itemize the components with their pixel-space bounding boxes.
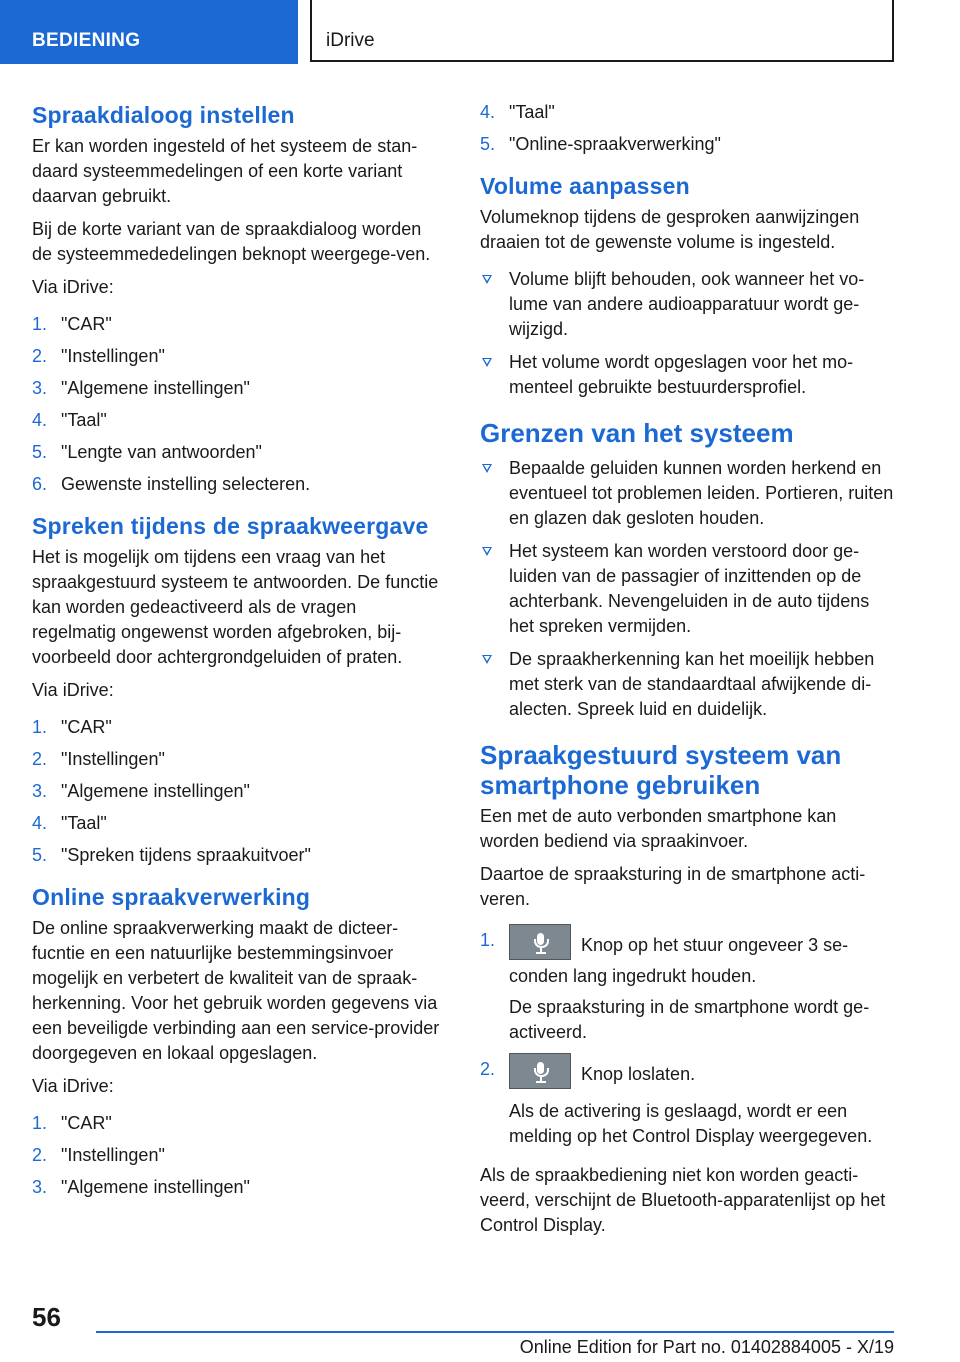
section-title: Grenzen van het systeem — [480, 418, 794, 448]
list-item — [32, 472, 442, 497]
header-chapter-label: iDrive — [326, 30, 375, 51]
list-item — [480, 539, 898, 639]
bullet-list — [480, 456, 898, 722]
list-item — [480, 928, 898, 1045]
step-number: 1. — [32, 314, 48, 334]
triangle-bullet-icon — [482, 275, 492, 284]
list-item — [32, 1111, 442, 1136]
triangle-bullet-icon — [482, 547, 492, 556]
step-number: 1. — [480, 930, 496, 950]
bullet-text: Het systeem kan worden verstoord door ge-luiden van de passagier of inzittenden op de achterbank. Nevengeluiden in de auto tijdens het spreken vermijden. — [509, 541, 870, 636]
step-subtext: Als de activering is geslaagd, wordt er een melding op het Control Display weergegeven. — [509, 1101, 873, 1146]
paragraph: Een met de auto verbonden smartphone kan worden bediend via spraakinvoer. — [480, 806, 837, 851]
step-list — [32, 1111, 442, 1200]
list-item — [32, 312, 442, 337]
header-chapter-box — [310, 0, 894, 62]
list-item — [480, 267, 898, 342]
list-item — [32, 811, 442, 836]
paragraph: Bij de korte variant van de spraakdialoog worden de systeemmededelingen beknopt weergege-ven. — [32, 219, 431, 264]
step-list — [480, 100, 898, 157]
section-title: Volume aanpassen — [480, 173, 690, 199]
paragraph: De online spraakverwerking maakt de dicteer-fucntie en een natuurlijke bestemmingsinvoer mogelijk en verbetert de kwaliteit van de spraak-herkenning. Voor het gebruik worden gegevens via een beveiligde verbinding aan een service-provider doorgegeven en lokaal opgeslagen. — [32, 918, 440, 1063]
step-text: "CAR" — [61, 717, 112, 737]
bullet-text: Bepaalde geluiden kunnen worden herkend en eventueel tot problemen leiden. Portieren, ruiten en glazen dak gesloten houden. — [509, 458, 894, 528]
paragraph: Er kan worden ingesteld of het systeem de stan-daard systeemmedelingen of een korte variant daarvan gebruikt. — [32, 136, 418, 206]
list-item — [32, 376, 442, 401]
list-item — [480, 132, 898, 157]
list-item — [32, 747, 442, 772]
step-text: "Lengte van antwoorden" — [61, 442, 262, 462]
list-item — [32, 408, 442, 433]
header-section-tab — [0, 0, 298, 64]
list-item — [480, 1057, 898, 1149]
step-text: "Algemene instellingen" — [61, 781, 250, 801]
paragraph: Het is mogelijk om tijdens een vraag van het spraakgestuurd systeem te antwoorden. De functie kan worden gedeactiveerd als de vragen regelmatig ongewenst worden afgebroken, bij-voorbeeld door achtergrondgeluiden of praten. — [32, 547, 439, 667]
paragraph: Daartoe de spraaksturing in de smartphone acti-veren. — [480, 864, 866, 909]
step-list — [32, 715, 442, 868]
paragraph: Als de spraakbediening niet kon worden geacti-veerd, verschijnt de Bluetooth-apparatenlijst op het Control Display. — [480, 1165, 886, 1235]
voice-button-image — [509, 924, 571, 960]
step-text: "Instellingen" — [61, 346, 165, 366]
list-item — [480, 100, 898, 125]
step-text: "Taal" — [61, 410, 107, 430]
section-title: Spraakdialoog instellen — [32, 102, 295, 128]
list-item — [32, 344, 442, 369]
step-text: "Online-spraakverwerking" — [509, 134, 721, 154]
bullet-text: Het volume wordt opgeslagen voor het mo-menteel gebruikte bestuurdersprofiel. — [509, 352, 854, 397]
step-list — [480, 928, 898, 1149]
step-number: 2. — [480, 1059, 496, 1079]
section-title: Spreken tijdens de spraakweergave — [32, 513, 429, 539]
page-number: 56 — [32, 1302, 61, 1332]
via-label: Via iDrive: — [32, 680, 114, 700]
section-title: Spraakgestuurd systeem van smartphone gebruiken — [480, 740, 842, 800]
step-number: 6. — [32, 474, 48, 494]
via-label: Via iDrive: — [32, 1076, 114, 1096]
step-text: "Algemene instellingen" — [61, 1177, 250, 1197]
bullet-text: Volume blijft behouden, ook wanneer het vo-lume van andere audioapparatuur wordt ge-wijzigd. — [509, 269, 865, 339]
footer-edition: Online Edition for Part no. 01402884005 - X/19 — [519, 1337, 894, 1357]
list-item — [480, 647, 898, 722]
step-number: 2. — [32, 749, 48, 769]
step-subtext: De spraaksturing in de smartphone wordt ge-activeerd. — [509, 997, 870, 1042]
step-number: 5. — [480, 134, 496, 154]
step-number: 5. — [32, 442, 48, 462]
triangle-bullet-icon — [482, 464, 492, 473]
bullet-list — [480, 267, 898, 400]
step-number: 1. — [32, 717, 48, 737]
list-item — [32, 779, 442, 804]
triangle-bullet-icon — [482, 358, 492, 367]
step-number: 2. — [32, 1145, 48, 1165]
list-item — [32, 1175, 442, 1200]
step-number: 4. — [480, 102, 496, 122]
step-text: "Taal" — [509, 102, 555, 122]
step-list — [32, 312, 442, 497]
list-item — [32, 440, 442, 465]
list-item — [480, 350, 898, 400]
left-column — [32, 100, 442, 1214]
step-text: Gewenste instelling selecteren. — [61, 474, 311, 494]
via-label: Via iDrive: — [32, 277, 114, 297]
right-column — [480, 100, 898, 1246]
triangle-bullet-icon — [482, 655, 492, 664]
step-text: "Instellingen" — [61, 749, 165, 769]
step-number: 1. — [32, 1113, 48, 1133]
step-number: 2. — [32, 346, 48, 366]
step-number: 3. — [32, 378, 48, 398]
step-text: "CAR" — [61, 1113, 112, 1133]
step-number: 5. — [32, 845, 48, 865]
bullet-text: De spraakherkenning kan het moeilijk hebben met sterk van de standaardtaal afwijkende di-alecten. Spreek luid en duidelijk. — [509, 649, 875, 719]
step-text: "Algemene instellingen" — [61, 378, 250, 398]
paragraph: Volumeknop tijdens de gesproken aanwijzingen draaien tot de gewenste volume is ingesteld. — [480, 207, 860, 252]
step-number: 4. — [32, 813, 48, 833]
step-text: "Taal" — [61, 813, 107, 833]
footer-divider — [96, 1331, 894, 1333]
step-number: 3. — [32, 781, 48, 801]
section-title: Online spraakverwerking — [32, 884, 311, 910]
list-item — [32, 843, 442, 868]
step-text: "Instellingen" — [61, 1145, 165, 1165]
step-number: 4. — [32, 410, 48, 430]
step-number: 3. — [32, 1177, 48, 1197]
step-text: Knop op het stuur ongeveer 3 se-conden lang ingedrukt houden. — [509, 934, 849, 986]
step-text: Knop loslaten. — [581, 1063, 696, 1084]
voice-button-image — [509, 1053, 571, 1089]
list-item — [32, 1143, 442, 1168]
header-section-label: BEDIENING — [32, 30, 141, 51]
step-text: "Spreken tijdens spraakuitvoer" — [61, 845, 311, 865]
list-item — [32, 715, 442, 740]
step-text: "CAR" — [61, 314, 112, 334]
list-item — [480, 456, 898, 531]
